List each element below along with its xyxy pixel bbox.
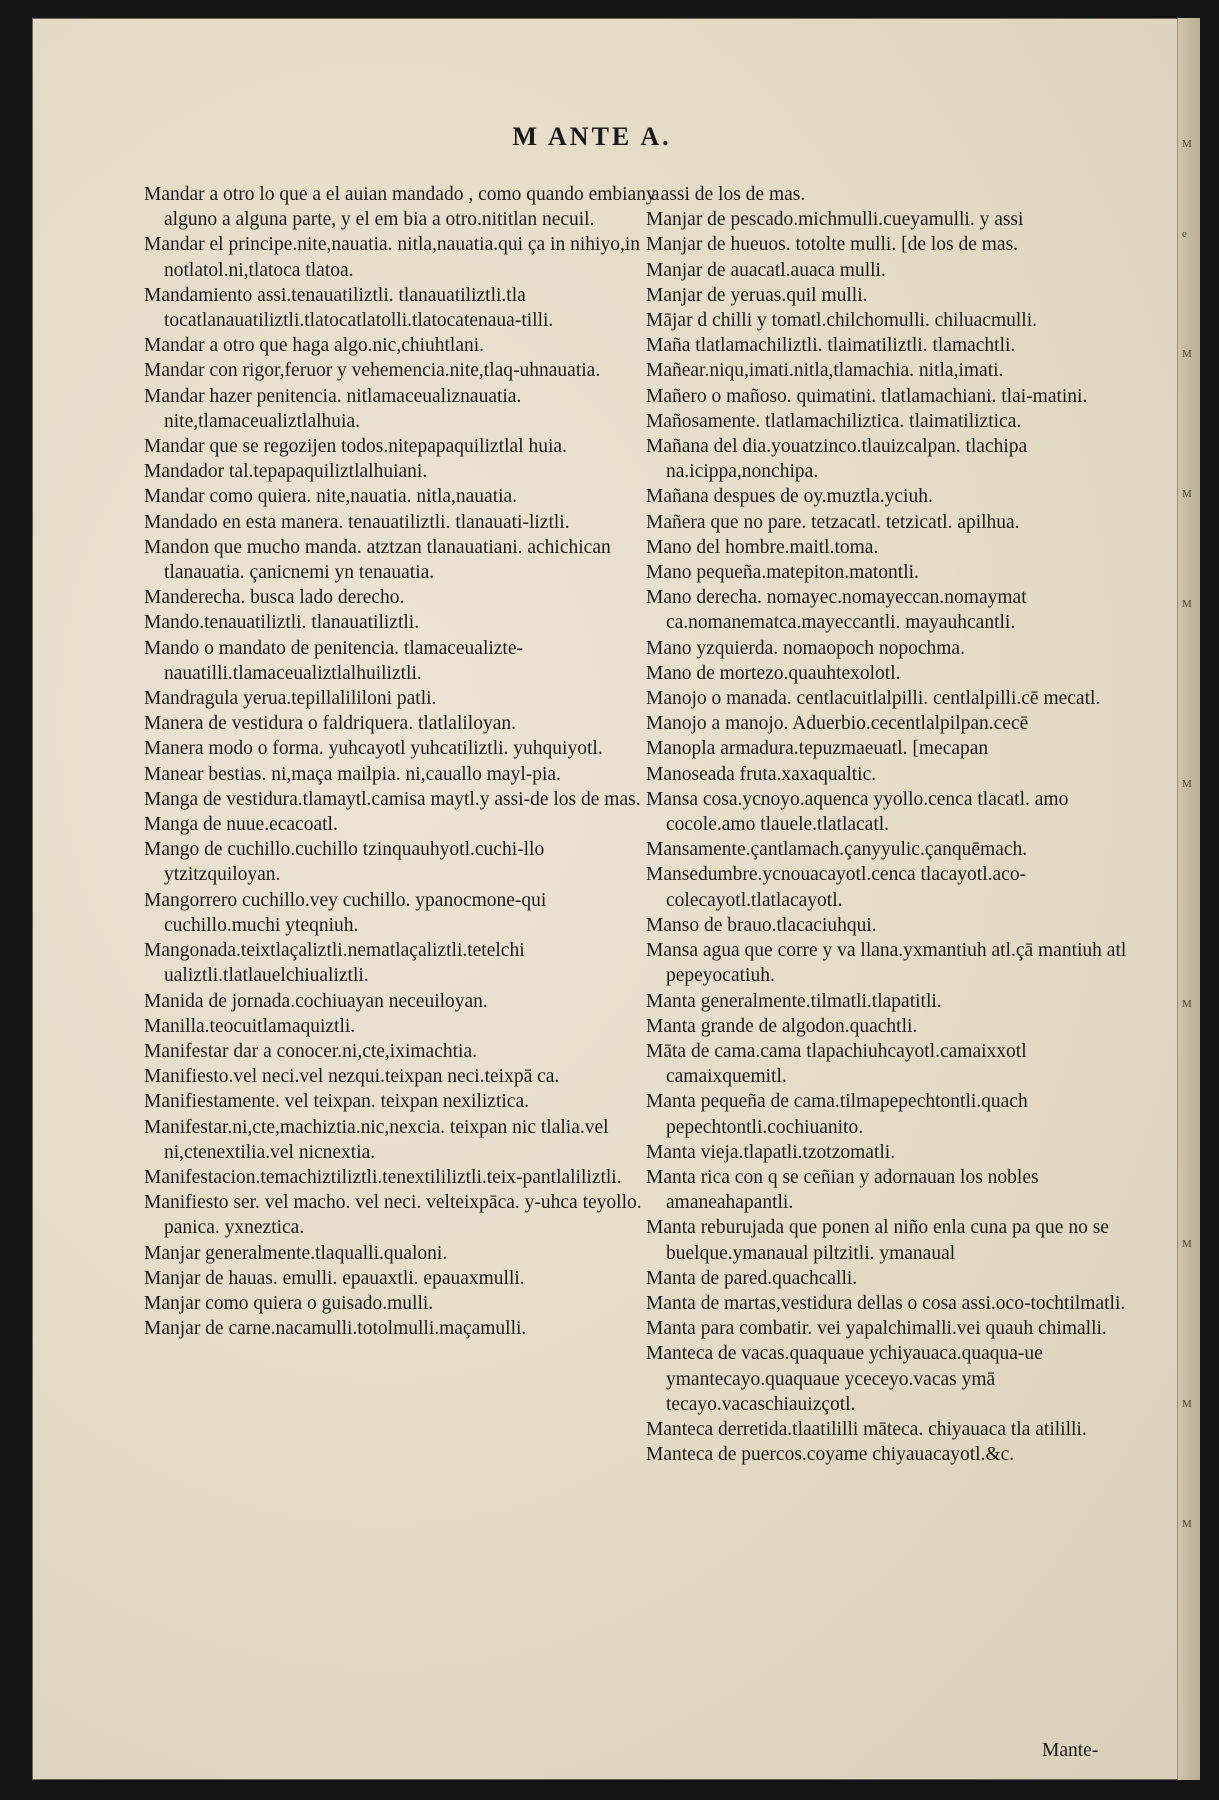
- dictionary-entry: Manteca derretida.tlaatililli māteca. chiyauaca tla atililli.: [646, 1418, 1087, 1440]
- dictionary-entry: Manta pequeña de cama.tilmapepechtontli.quach pepechtontli.cochiuanito.: [646, 1091, 1028, 1138]
- dictionary-entry: Mano del hombre.maitl.toma.: [646, 536, 879, 558]
- dictionary-entry: Mansedumbre.ycnouacayotl.cenca tlacayotl.aco-colecayotl.tlatlacayotl.: [646, 864, 1027, 911]
- dictionary-entry: Mandar hazer penitencia. nitlamaceualiznauatia. nite,tlamaceualiztlalhuia.: [144, 385, 522, 432]
- dictionary-entry: Mansa cosa.ycnoyo.aquenca yyollo.cenca tlacatl. amo cocole.amo tlauele.tlatlacatl.: [646, 788, 1069, 836]
- dictionary-entry: Manjar de carne.nacamulli.totolmulli.maçamulli.: [144, 1318, 527, 1340]
- dictionary-entry: Mañosamente. tlatlamachiliztica. tlaimatiliztica.: [646, 410, 1022, 432]
- dictionary-entry: Mano de mortezo.quauhtexolotl.: [646, 662, 901, 684]
- dictionary-entry: Maña tlatlamachiliztli. tlaimatiliztli. tlamachtli.: [646, 335, 1016, 357]
- right-column: [644, 182, 1144, 1467]
- dictionary-entry: Mango de cuchillo.cuchillo tzinquauhyotl.cuchi-llo ytzitzquiloyan.: [144, 839, 545, 886]
- dictionary-entry: Mājar d chilli y tomatl.chilchomulli. chiluacmulli.: [646, 310, 1037, 332]
- dictionary-entry: Manta vieja.tlapatli.tzotzomatli.: [646, 1141, 896, 1163]
- dictionary-entry: Manera de vestidura o faldriquera. tlatlaliloyan.: [144, 713, 516, 735]
- dictionary-entry: Mandador tal.tepapaquiliztlalhuiani.: [144, 461, 428, 483]
- dictionary-entry: Mansamente.çantlamach.çanyyulic.çanquēmach.: [646, 839, 1028, 861]
- dictionary-entry: Mañear.niqu,imati.nitla,tlamachia. nitla,imati.: [646, 360, 1004, 382]
- catchword: Mante-: [1042, 1740, 1099, 1761]
- dictionary-entry: Mando o mandato de penitencia. tlamaceualizte-nauatilli.tlamaceualiztlalhuiliztli.: [144, 637, 524, 684]
- running-header: M ANTE A.: [512, 122, 672, 151]
- dictionary-entry: Manjar generalmente.tlaqualli.qualoni.: [144, 1242, 448, 1264]
- dictionary-entry: Manifestacion.temachiztiliztli.tenextililiztli.teix-pantlaliliztli.: [144, 1166, 622, 1188]
- dictionary-entry: Manifiestamente. vel teixpan. teixpan nexiliztica.: [144, 1091, 529, 1113]
- dictionary-entry: Manera modo o forma. yuhcayotl yuhcatiliztli. yuhquiyotl.: [144, 738, 603, 760]
- dictionary-entry: Manso de brauo.tlacaciuhqui.: [646, 914, 877, 936]
- dictionary-entry: Māta de cama.cama tlapachiuhcayotl.camaixxotl camaixquemitl.: [646, 1040, 1027, 1088]
- dictionary-entry: Manta generalmente.tilmatli.tlapatitli.: [646, 990, 942, 1012]
- dictionary-entry: Mandar a otro que haga algo.nic,chiuhtlani.: [144, 335, 485, 357]
- dictionary-entry: Manta reburujada que ponen al niño enla cuna pa que no se buelque.ymanaual piltzitli. ymanaual: [646, 1217, 1109, 1264]
- dictionary-entry: Manta rica con q se ceñian y adornauan los nobles amaneahapantli.: [646, 1166, 1039, 1214]
- dictionary-entry: Mano derecha. nomayec.nomayeccan.nomaymat ca.nomanematca.mayeccantli. mayauhcantli.: [646, 587, 1027, 634]
- dictionary-entry: Mando.tenauatiliztli. tlanauatiliztli.: [144, 612, 420, 634]
- dictionary-entry: Manta de pared.quachcalli.: [646, 1267, 858, 1289]
- dictionary-entry: Mandar a otro lo que a el auian mandado , como quando embian a alguno a alguna parte, y el em bia a otro.nititlan necuil.: [144, 184, 660, 231]
- dictionary-entry: Manifiesto ser. vel macho. vel neci. velteixpāca. y-uhca teyollo. panica. yxneztica.: [144, 1192, 642, 1239]
- dictionary-entry: Manga de vestidura.tlamaytl.camisa maytl.y assi-de los de mas.: [144, 788, 641, 810]
- dictionary-entry: Manojo o manada. centlacuitlalpilli. centlalpilli.cē mecatl.: [646, 688, 1101, 710]
- dictionary-entry: Manjar de pescado.michmulli.cueyamulli. y assi: [646, 209, 1024, 231]
- dictionary-entry: Manga de nuue.ecacoatl.: [144, 814, 338, 836]
- dictionary-entry: Manta de martas,vestidura dellas o cosa assi.oco-tochtilmatli.: [646, 1292, 1126, 1314]
- dictionary-entry: y assi de los de mas.: [646, 184, 806, 205]
- adjacent-page-edge: M e M M M M M M M M: [1177, 18, 1200, 1780]
- dictionary-entry: Mano pequeña.matepiton.matontli.: [646, 562, 919, 584]
- dictionary-entry: Mañero o mañoso. quimatini. tlatlamachiani. tlai-matini.: [646, 385, 1088, 407]
- dictionary-entry: Mandragula yerua.tepillalililoni patli.: [144, 688, 437, 710]
- dictionary-entry: Mandar con rigor,feruor y vehemencia.nite,tlaq-uhnauatia.: [144, 360, 601, 382]
- dictionary-entry: Manderecha. busca lado derecho.: [144, 587, 405, 609]
- dictionary-entry: Manjar de hueuos. totolte mulli. [de los de mas.: [646, 234, 1019, 256]
- dictionary-entry: Mandar que se regozijen todos.nitepapaquiliztlal huia.: [144, 436, 567, 458]
- dictionary-entry: Mañana del dia.youatzinco.tlauizcalpan. tlachipa na.icippa,nonchipa.: [646, 436, 1028, 483]
- dictionary-entry: Mandar el principe.nite,nauatia. nitla,nauatia.qui ça in nihiyo,in notlatol.ni,tlatoca tlatoa.: [144, 234, 641, 281]
- dictionary-entry: Manida de jornada.cochiuayan neceuiloyan.: [144, 990, 488, 1012]
- dictionary-entry: Manifestar.ni,cte,machiztia.nic,nexcia. teixpan nic tlalia.vel ni,ctenextilia.vel nicnextia.: [144, 1116, 609, 1163]
- dictionary-entry: Mañana despues de oy.muztla.yciuh.: [646, 486, 933, 508]
- book-page: [32, 18, 1200, 1780]
- dictionary-entry: Manjar de hauas. emulli. epauaxtli. epauaxmulli.: [144, 1267, 525, 1289]
- dictionary-entry: Manear bestias. ni,maça mailpia. ni,cauallo mayl-pia.: [144, 763, 561, 785]
- dictionary-entry: Mangonada.teixtlaçaliztli.nematlaçaliztli.tetelchi ualiztli.tlatlauelchiualiztli.: [144, 940, 525, 987]
- dictionary-entry: Manifestar dar a conocer.ni,cte,iximachtia.: [144, 1040, 477, 1062]
- dictionary-entry: Mandado en esta manera. tenauatiliztli. tlanauati-liztli.: [144, 511, 570, 533]
- dictionary-entry: Manopla armadura.tepuzmaeuatl. [mecapan: [646, 738, 989, 760]
- dictionary-entry: Manteca de puercos.coyame chiyauacayotl.&c.: [646, 1444, 1015, 1466]
- dictionary-entry: Mangorrero cuchillo.vey cuchillo. ypanocmone-qui cuchillo.muchi yteqniuh.: [144, 889, 547, 936]
- dictionary-entry: Mandar como quiera. nite,nauatia. nitla,nauatia.: [144, 486, 518, 508]
- dictionary-entry: Mano yzquierda. nomaopoch nopochma.: [646, 637, 965, 659]
- dictionary-entry: Manilla.teocuitlamaquiztli.: [144, 1015, 356, 1037]
- dictionary-entry: Manojo a manojo. Aduerbio.cecentlalpilpan.cecē: [646, 713, 1029, 735]
- dictionary-entry: Mañera que no pare. tetzacatl. tetzicatl. apilhua.: [646, 511, 1020, 533]
- dictionary-entry: Manta grande de algodon.quachtli.: [646, 1015, 918, 1037]
- dictionary-entry: Manoseada fruta.xaxaqualtic.: [646, 763, 877, 785]
- dictionary-entry: Manjar de yeruas.quil mulli.: [646, 284, 868, 306]
- dictionary-entry: Manta para combatir. vei yapalchimalli.vei quauh chimalli.: [646, 1318, 1107, 1340]
- dictionary-entry: Manteca de vacas.quaquaue ychiyauaca.quaqua-ue ymantecayo.quaquaue yceceyo.vacas ymā tecayo.vacaschiauizçotl.: [646, 1343, 1043, 1415]
- dictionary-entry: Mansa agua que corre y va llana.yxmantiuh atl.çā mantiuh atl pepeyocatiuh.: [646, 940, 1127, 987]
- dictionary-entry: Mandamiento assi.tenauatiliztli. tlanauatiliztli.tla tocatlanauatiliztli.tlatocatlatolli.tlatocatenaua-tilli.: [144, 284, 554, 332]
- left-column: [142, 182, 662, 1341]
- dictionary-entry: Manjar como quiera o guisado.mulli.: [144, 1292, 434, 1314]
- dictionary-entry: Mandon que mucho manda. atztzan tlanauatiani. achichican tlanauatia. çanicnemi yn tenauatia.: [144, 536, 611, 584]
- dictionary-entry: Manjar de auacatl.auaca mulli.: [646, 259, 886, 281]
- dictionary-entry: Manifiesto.vel neci.vel nezqui.teixpan neci.teixpā ca.: [144, 1066, 560, 1088]
